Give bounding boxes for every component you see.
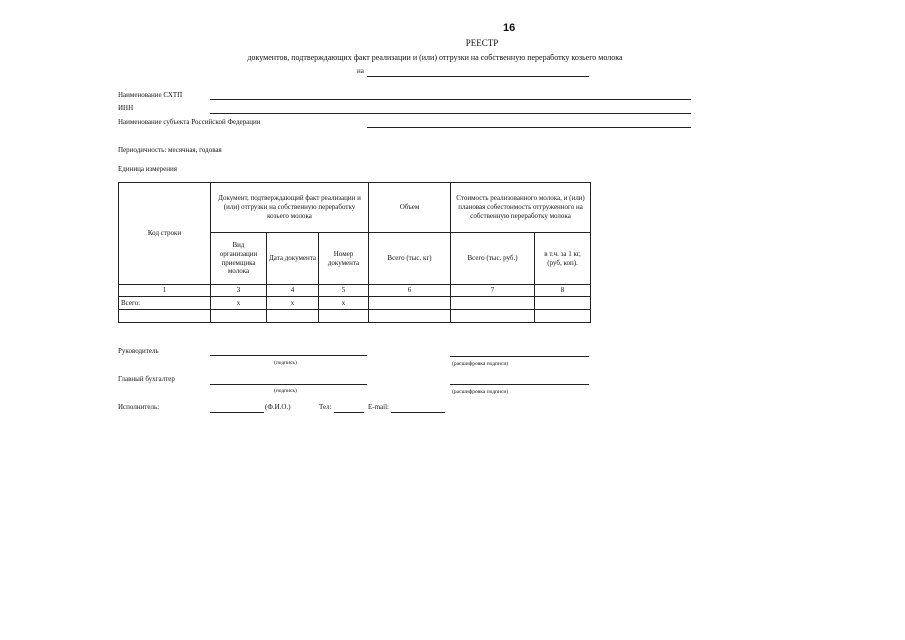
page-number: 16 [503, 22, 516, 34]
col-number: 7 [451, 285, 535, 297]
head-decode-caption: (расшифровка подписи) [452, 361, 509, 367]
executor-label: Исполнитель: [118, 403, 160, 411]
empty-cell [451, 297, 535, 310]
accountant-signature-caption: (подпись) [274, 388, 297, 394]
cost-total-header: Всего (тыс. руб.) [451, 233, 535, 285]
cost-per-kg-header: в т.ч. за 1 кг, (руб, коп). [535, 233, 591, 285]
head-signature-line [210, 355, 367, 356]
total-row-label: Всего: [119, 297, 211, 310]
empty-cell [119, 310, 211, 323]
empty-cell [535, 310, 591, 323]
cost-header: Стоимость реализованного молока, и (или) плановая собестонмость отгруженного на собственную переработку молока [451, 183, 591, 233]
col-number: 5 [319, 285, 369, 297]
table-row [119, 297, 591, 310]
unit-label: Единица измерения [118, 165, 177, 173]
col-number: 6 [369, 285, 451, 297]
empty-cell [451, 310, 535, 323]
document-title: РЕЕСТР [465, 38, 499, 48]
col-number: 3 [211, 285, 267, 297]
tel-label: Тел: [319, 403, 332, 411]
org-name-label: Наименование СХТП [118, 91, 183, 99]
empty-cell [319, 310, 369, 323]
fio-caption: (Ф.И.О.) [265, 403, 291, 411]
email-label: E-mail: [368, 403, 389, 411]
date-prefix: на [357, 67, 364, 75]
org-name-underline [210, 99, 691, 100]
col-number: 1 [119, 285, 211, 297]
inn-label: ИНН [118, 104, 134, 112]
document-subtitle: документов, подтверждающих факт реализации и (или) отгрузки на собственную переработку козьего молока [247, 53, 623, 62]
accountant-label: Главный бухгалтер [118, 375, 175, 383]
document-header: Документ, подтверждающий факт реализации и (или) отгрузки на собственную переработку козьего молока [211, 183, 369, 233]
empty-cell [369, 310, 451, 323]
region-label: Наименование субъекта Российской Федерации [118, 118, 261, 126]
periodicity-label: Периодичность: месячная, годовая [118, 146, 222, 154]
doc-date-header: Дата документа [267, 233, 319, 285]
col-number: 4 [267, 285, 319, 297]
accountant-signature-line [210, 384, 367, 385]
total-row-cell: x [211, 297, 267, 310]
accountant-decode-caption: (расшифровка подписи) [452, 389, 509, 395]
empty-cell [267, 310, 319, 323]
email-line [391, 412, 445, 413]
volume-total-header: Всего (тыс. кг) [369, 233, 451, 285]
empty-cell [369, 297, 451, 310]
total-row-cell: x [267, 297, 319, 310]
total-row-cell: x [319, 297, 369, 310]
tel-line [334, 412, 364, 413]
org-type-header: Вид организации приемщика молока [211, 233, 267, 285]
code-header: Код строки [119, 183, 211, 285]
doc-number-header: Номер документа [319, 233, 369, 285]
table-row [119, 310, 591, 323]
head-signature-caption: (подпись) [274, 360, 297, 366]
accountant-decode-line [450, 384, 589, 385]
col-number: 8 [535, 285, 591, 297]
head-label: Руководитель [118, 347, 159, 355]
date-underline [367, 76, 589, 77]
empty-cell [211, 310, 267, 323]
head-decode-line [450, 356, 589, 357]
empty-cell [535, 297, 591, 310]
executor-line [210, 412, 264, 413]
inn-underline [210, 113, 691, 114]
volume-header: Объем [369, 183, 451, 233]
registry-table [118, 182, 591, 323]
region-underline [367, 127, 691, 128]
